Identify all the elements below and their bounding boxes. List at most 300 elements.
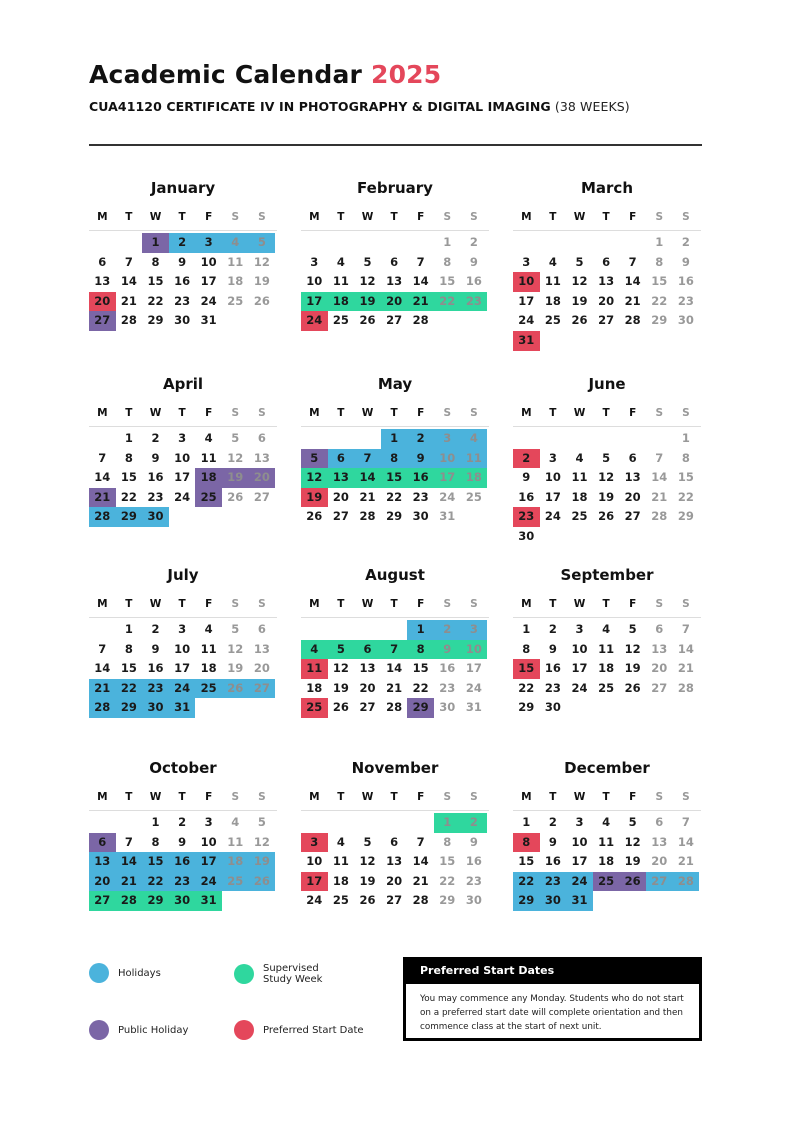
day-cell: 17 [301, 292, 328, 312]
day-cell: 2 [407, 429, 434, 449]
weekday-header: T [549, 598, 557, 610]
day-cell: 5 [231, 431, 240, 445]
weekday-header-row [89, 790, 277, 811]
day-cell: 1 [434, 813, 461, 833]
empty-cell [328, 620, 355, 640]
week-row [89, 640, 277, 660]
day-cell: 26 [222, 679, 249, 699]
weekday-header: M [309, 211, 320, 223]
supervised-study-week-swatch [234, 964, 254, 984]
week-row [513, 233, 701, 253]
weekday-header: S [682, 407, 690, 419]
day-cell: 11 [200, 641, 217, 656]
weekday-header: S [682, 211, 690, 223]
day-cell: 11 [461, 449, 488, 469]
day-cell: 30 [412, 509, 429, 524]
empty-cell [619, 331, 646, 351]
month-name: February [357, 179, 433, 197]
day-cell: 10 [174, 641, 191, 656]
week-row [513, 679, 701, 699]
day-cell: 23 [513, 507, 540, 527]
day-cell: 25 [571, 509, 588, 524]
day-cell: 22 [518, 680, 535, 695]
day-cell: 2 [513, 449, 540, 469]
day-cell: 18 [195, 468, 222, 488]
day-cell: 24 [301, 311, 328, 331]
week-row [89, 813, 277, 833]
day-cell: 18 [598, 661, 615, 676]
weekday-header: F [417, 598, 425, 610]
month-march [513, 177, 701, 351]
month-name: May [377, 375, 413, 393]
day-cell: 5 [575, 254, 584, 269]
day-cell: 22 [651, 293, 668, 308]
weekday-header: W [149, 211, 162, 223]
day-cell: 31 [195, 891, 222, 911]
week-row [513, 292, 701, 312]
day-cell: 9 [681, 254, 690, 269]
day-cell: 2 [681, 235, 690, 249]
week-row [89, 833, 277, 853]
week-row [89, 891, 277, 911]
day-cell: 4 [461, 429, 488, 449]
day-cell: 16 [169, 852, 196, 872]
day-cell: 3 [310, 254, 319, 269]
weekday-header: T [390, 211, 398, 223]
empty-cell [222, 891, 249, 911]
day-cell: 13 [598, 274, 615, 289]
empty-cell [328, 429, 355, 449]
empty-cell [354, 813, 381, 833]
empty-cell [513, 429, 540, 449]
empty-cell [646, 891, 673, 911]
day-cell: 13 [359, 661, 376, 676]
weekday-header: W [573, 211, 586, 223]
week-row [513, 698, 701, 718]
day-cell: 13 [624, 470, 641, 485]
day-cell: 30 [142, 698, 169, 718]
weekday-header: S [231, 791, 240, 803]
weekday-header: S [258, 791, 266, 803]
day-cell: 27 [386, 313, 403, 328]
weekday-header: F [205, 791, 213, 803]
weekday-header: F [205, 407, 213, 419]
month-january [89, 177, 277, 331]
empty-cell [646, 331, 673, 351]
legend-supervised-study-week-label: Supervised Study Week [263, 963, 323, 985]
week-row [513, 813, 701, 833]
day-cell: 22 [142, 872, 169, 892]
day-cell: 9 [178, 834, 187, 849]
day-cell: 9 [151, 450, 160, 465]
day-cell: 27 [646, 872, 673, 892]
day-cell: 23 [677, 293, 694, 308]
day-cell: 12 [253, 834, 270, 849]
month-november [301, 757, 489, 911]
course-subtitle [89, 99, 630, 114]
weekday-header: S [231, 407, 240, 419]
empty-cell [566, 331, 593, 351]
weekday-header: M [97, 791, 108, 803]
day-cell: 24 [195, 872, 222, 892]
day-cell: 7 [628, 254, 637, 269]
week-row [513, 527, 701, 547]
month-name: November [351, 759, 439, 777]
day-cell: 8 [443, 834, 452, 849]
week-row [301, 891, 489, 911]
day-cell: 30 [465, 893, 482, 908]
weekday-header-row [301, 790, 489, 811]
day-cell: 24 [566, 872, 593, 892]
empty-cell [566, 429, 593, 449]
month-october [89, 757, 277, 911]
day-cell: 28 [386, 700, 403, 715]
day-cell: 15 [120, 470, 137, 485]
day-cell: 26 [571, 313, 588, 328]
day-cell: 22 [386, 489, 403, 504]
weekday-header: F [205, 598, 213, 610]
day-cell: 17 [518, 293, 535, 308]
day-cell: 23 [147, 489, 164, 504]
day-cell: 4 [301, 640, 328, 660]
day-cell: 18 [306, 680, 323, 695]
day-cell: 30 [677, 313, 694, 328]
day-cell: 20 [332, 489, 349, 504]
empty-cell [619, 527, 646, 547]
day-cell: 26 [332, 700, 349, 715]
day-cell: 28 [412, 313, 429, 328]
empty-cell [249, 507, 276, 527]
day-cell: 22 [513, 872, 540, 892]
day-cell: 20 [651, 854, 668, 869]
day-cell: 28 [673, 872, 700, 892]
day-cell: 8 [124, 641, 133, 656]
weekday-header: F [629, 598, 637, 610]
week-row [301, 620, 489, 640]
day-cell: 1 [124, 431, 133, 445]
day-cell: 14 [116, 852, 143, 872]
empty-cell [301, 233, 328, 253]
day-cell: 24 [544, 509, 561, 524]
empty-cell [673, 698, 700, 718]
empty-cell [249, 311, 276, 331]
day-cell: 3 [522, 254, 531, 269]
day-cell: 18 [227, 274, 244, 289]
weekday-header: T [337, 598, 345, 610]
day-cell: 14 [651, 470, 668, 485]
empty-cell [301, 620, 328, 640]
day-cell: 9 [469, 834, 478, 849]
day-cell: 26 [598, 509, 615, 524]
week-row [513, 852, 701, 872]
title-text: Academic Calendar [89, 60, 363, 89]
weekday-header: W [573, 598, 586, 610]
day-cell: 12 [571, 274, 588, 289]
empty-cell [540, 331, 567, 351]
legend-public-holiday [89, 1020, 188, 1040]
day-cell: 19 [571, 293, 588, 308]
weekday-header: W [361, 407, 374, 419]
day-cell: 15 [651, 274, 668, 289]
day-cell: 18 [222, 852, 249, 872]
day-cell: 14 [354, 468, 381, 488]
day-cell: 30 [174, 313, 191, 328]
empty-cell [222, 507, 249, 527]
weekday-header: S [231, 211, 240, 223]
day-cell: 25 [332, 893, 349, 908]
day-cell: 12 [598, 470, 615, 485]
month-august [301, 564, 489, 718]
day-cell: 20 [249, 468, 276, 488]
day-cell: 12 [359, 274, 376, 289]
empty-cell [593, 891, 620, 911]
day-cell: 31 [200, 313, 217, 328]
weekday-header: T [602, 407, 610, 419]
weekday-header: W [149, 598, 162, 610]
empty-cell [619, 698, 646, 718]
day-cell: 23 [169, 872, 196, 892]
day-cell: 19 [624, 661, 641, 676]
month-name: April [162, 375, 204, 393]
weeks [513, 233, 701, 351]
day-cell: 21 [89, 488, 116, 508]
legend-preferred-start-date-label: Preferred Start Date [263, 1024, 364, 1036]
day-cell: 16 [465, 274, 482, 289]
weekday-header: T [178, 598, 186, 610]
week-row [89, 852, 277, 872]
day-cell: 1 [655, 235, 664, 249]
week-row [513, 468, 701, 488]
empty-cell [354, 620, 381, 640]
weekday-header: W [573, 791, 586, 803]
day-cell: 25 [332, 313, 349, 328]
legend-holidays [89, 963, 161, 983]
day-cell: 12 [227, 641, 244, 656]
weekday-header: T [390, 407, 398, 419]
day-cell: 21 [359, 489, 376, 504]
day-cell: 20 [598, 293, 615, 308]
day-cell: 30 [169, 891, 196, 911]
empty-cell [566, 527, 593, 547]
empty-cell [646, 698, 673, 718]
week-row [513, 620, 701, 640]
day-cell: 15 [120, 661, 137, 676]
header-divider [89, 144, 702, 146]
weekday-header: T [337, 407, 345, 419]
weekday-header: S [682, 598, 690, 610]
day-cell: 2 [169, 233, 196, 253]
weekday-header: M [97, 598, 108, 610]
public-holiday-swatch [89, 1020, 109, 1040]
day-cell: 25 [598, 680, 615, 695]
empty-cell [89, 429, 116, 449]
weekday-header: M [521, 598, 532, 610]
day-cell: 28 [359, 509, 376, 524]
weekday-header: T [178, 407, 186, 419]
weekday-header: S [258, 407, 266, 419]
weekday-header: T [178, 791, 186, 803]
day-cell: 2 [469, 235, 478, 249]
day-cell: 11 [598, 834, 615, 849]
day-cell: 12 [624, 834, 641, 849]
day-cell: 6 [602, 254, 611, 269]
day-cell: 17 [571, 854, 588, 869]
weekday-header: T [602, 791, 610, 803]
empty-cell [328, 813, 355, 833]
day-cell: 19 [332, 680, 349, 695]
day-cell: 1 [443, 235, 452, 249]
day-cell: 27 [651, 680, 668, 695]
day-cell: 7 [98, 641, 107, 656]
day-cell: 23 [465, 873, 482, 888]
week-row [301, 233, 489, 253]
day-cell: 16 [147, 470, 164, 485]
day-cell: 14 [94, 470, 111, 485]
day-cell: 28 [677, 680, 694, 695]
empty-cell [407, 233, 434, 253]
empty-cell [195, 698, 222, 718]
day-cell: 19 [624, 854, 641, 869]
empty-cell [619, 233, 646, 253]
week-row [301, 813, 489, 833]
day-cell: 3 [461, 620, 488, 640]
day-cell: 12 [227, 450, 244, 465]
week-row [301, 679, 489, 699]
weekday-header: T [178, 211, 186, 223]
day-cell: 20 [89, 872, 116, 892]
day-cell: 11 [227, 254, 244, 269]
weekday-header: M [309, 407, 320, 419]
day-cell: 22 [412, 680, 429, 695]
day-cell: 27 [359, 700, 376, 715]
empty-cell [434, 311, 461, 331]
day-cell: 21 [624, 293, 641, 308]
week-row [89, 429, 277, 449]
day-cell: 12 [332, 661, 349, 676]
empty-cell [407, 813, 434, 833]
day-cell: 19 [359, 873, 376, 888]
day-cell: 21 [651, 489, 668, 504]
day-cell: 16 [518, 489, 535, 504]
week-row [513, 429, 701, 449]
day-cell: 6 [257, 622, 266, 636]
day-cell: 26 [253, 293, 270, 308]
empty-cell [116, 813, 143, 833]
weekday-header: M [309, 791, 320, 803]
day-cell: 24 [169, 679, 196, 699]
empty-cell [593, 527, 620, 547]
day-cell: 31 [465, 700, 482, 715]
day-cell: 17 [544, 489, 561, 504]
day-cell: 17 [434, 468, 461, 488]
day-cell: 20 [386, 873, 403, 888]
day-cell: 6 [98, 254, 107, 269]
day-cell: 25 [195, 679, 222, 699]
week-row [301, 272, 489, 292]
day-cell: 7 [98, 450, 107, 465]
weekday-header: W [361, 211, 374, 223]
weeks [89, 429, 277, 527]
empty-cell [461, 507, 488, 527]
day-cell: 1 [522, 815, 531, 829]
empty-cell [593, 429, 620, 449]
empty-cell [513, 233, 540, 253]
empty-cell [619, 429, 646, 449]
day-cell: 21 [89, 679, 116, 699]
day-cell: 25 [544, 313, 561, 328]
weeks [89, 233, 277, 331]
day-cell: 24 [439, 489, 456, 504]
day-cell: 18 [571, 489, 588, 504]
empty-cell [301, 429, 328, 449]
day-cell: 9 [407, 449, 434, 469]
day-cell: 27 [332, 509, 349, 524]
day-cell: 22 [147, 293, 164, 308]
month-name: March [580, 179, 634, 197]
day-cell: 4 [548, 254, 557, 269]
weekday-header: S [443, 407, 452, 419]
day-cell: 25 [301, 698, 328, 718]
empty-cell [593, 233, 620, 253]
empty-cell [593, 698, 620, 718]
day-cell: 18 [461, 468, 488, 488]
day-cell: 29 [651, 313, 668, 328]
empty-cell [673, 891, 700, 911]
day-cell: 4 [222, 233, 249, 253]
empty-cell [593, 331, 620, 351]
day-cell: 24 [465, 680, 482, 695]
weekday-header-row [513, 597, 701, 618]
day-cell: 16 [544, 661, 561, 676]
legend-preferred-start-date [234, 1020, 364, 1040]
month-name: October [149, 759, 217, 777]
month-july [89, 564, 277, 718]
day-cell: 10 [306, 854, 323, 869]
day-cell: 7 [416, 834, 425, 849]
day-cell: 8 [124, 450, 133, 465]
day-cell: 29 [677, 509, 694, 524]
weekday-header: S [655, 407, 664, 419]
month-december [513, 757, 701, 911]
day-cell: 17 [174, 470, 191, 485]
month-april [89, 373, 277, 527]
day-cell: 26 [359, 313, 376, 328]
day-cell: 14 [94, 661, 111, 676]
week-row [513, 253, 701, 273]
day-cell: 2 [151, 431, 160, 445]
day-cell: 5 [257, 815, 266, 829]
week-row [89, 311, 277, 331]
empty-cell [222, 698, 249, 718]
day-cell: 25 [593, 872, 620, 892]
day-cell: 22 [677, 489, 694, 504]
day-cell: 24 [571, 680, 588, 695]
day-cell: 4 [231, 815, 240, 829]
weekday-header: T [125, 791, 133, 803]
empty-cell [195, 507, 222, 527]
week-row [301, 468, 489, 488]
week-row [89, 872, 277, 892]
month-june [513, 373, 701, 547]
weekday-header: F [629, 791, 637, 803]
day-cell: 11 [332, 274, 349, 289]
week-row [89, 253, 277, 273]
day-cell: 3 [195, 233, 222, 253]
day-cell: 11 [571, 470, 588, 485]
week-row [301, 833, 489, 853]
day-cell: 2 [178, 815, 187, 829]
weekday-header: F [629, 211, 637, 223]
